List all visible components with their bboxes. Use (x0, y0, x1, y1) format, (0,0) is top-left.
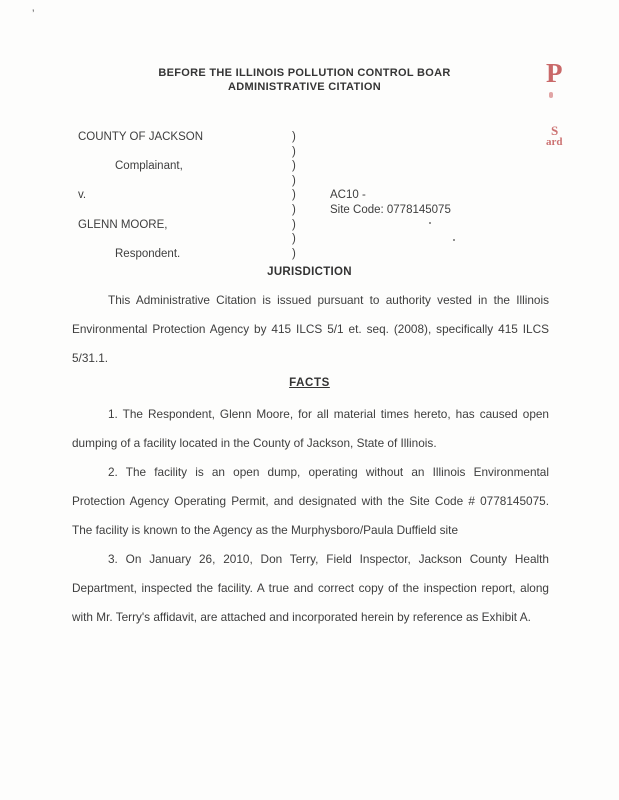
caption-row (78, 247, 550, 262)
caption-row (78, 218, 550, 233)
title-citation-line: ADMINISTRATIVE CITATION (228, 81, 381, 93)
caption-right (330, 130, 550, 145)
caption-paren: ) (292, 218, 296, 231)
facts-heading: FACTS (289, 377, 330, 389)
jurisdiction-heading: JURISDICTION (267, 266, 352, 278)
case-caption (78, 130, 550, 261)
caption-paren: ) (292, 189, 296, 202)
caption-left (78, 232, 292, 247)
respondent-name: GLENN MOORE, (78, 218, 168, 231)
site-code: Site Code: 0778145075 (330, 203, 451, 216)
facts-paragraph-1: 1. The Respondent, Glenn Moore, for all material times hereto, has caused open dumping of a facility located in the County of Jackson, State of Illinois. (72, 407, 549, 450)
caption-right (330, 247, 550, 262)
stamp-fragment-ard: ard (546, 136, 563, 148)
caption-paren: ) (292, 247, 296, 260)
caption-right (330, 232, 550, 247)
caption-row (78, 145, 550, 160)
caption-paren: ) (292, 233, 296, 246)
caption-paren: ) (292, 203, 296, 216)
caption-right (330, 159, 550, 174)
caption-paren: ) (292, 145, 296, 158)
complainant-role: Complainant, (115, 160, 183, 173)
respondent-role: Respondent. (115, 247, 181, 260)
complainant-name: COUNTY OF JACKSON (78, 131, 204, 143)
caption-row (78, 232, 550, 247)
scan-artifact-mark: ’ (32, 8, 35, 20)
facts-paragraph-3: 3. On January 26, 2010, Don Terry, Field Inspector, Jackson County Health Department, inspected the facility. A true and correct copy of the inspection report, along with Mr. Terry's affidavit, are attached and incorporated herein by reference as Exhibit A. (72, 552, 549, 624)
caption-row (78, 159, 550, 174)
caption-row (78, 174, 550, 189)
caption-right (330, 145, 550, 160)
caption-left (78, 174, 292, 189)
stamp-fragment-s: S (551, 123, 559, 138)
document-title (0, 66, 609, 94)
caption-paren: ) (292, 174, 296, 187)
caption-left (78, 145, 292, 160)
caption-paren: ) (292, 131, 296, 143)
jurisdiction-paragraph: This Administrative Citation is issued pursuant to authority vested in the Illinois Environmental Protection Agency by 415 ILCS 5/1 et. seq. (2008), specifically 415 ILCS 5/31.1. (72, 293, 549, 365)
caption-row (78, 203, 550, 218)
stamp-fragment-p: P (546, 58, 563, 88)
caption-row (78, 188, 550, 203)
title-court-line: BEFORE THE ILLINOIS POLLUTION CONTROL BOAR (158, 67, 451, 79)
caption-left (78, 203, 292, 218)
caption-paren: ) (292, 160, 296, 173)
caption-row (78, 130, 550, 145)
versus-marker: v. (78, 189, 87, 202)
case-number: AC10 - (330, 189, 366, 202)
caption-right (330, 174, 550, 189)
caption-right (330, 218, 550, 233)
facts-paragraph-2: 2. The facility is an open dump, operating without an Illinois Environmental Protection Agency Operating Permit, and designated with the Site Code # 0778145075. The facility is known to the Agency as the Murphysboro/Paula Duffield site (72, 465, 549, 537)
